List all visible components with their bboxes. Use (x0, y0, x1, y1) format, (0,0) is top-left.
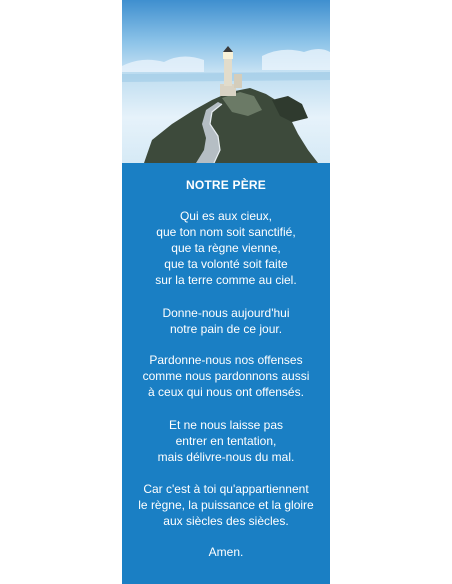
prayer-line: que ta règne vienne, (171, 241, 281, 255)
stanza-1 (122, 208, 330, 288)
prayer-line: que ta volonté soit faite (164, 257, 288, 271)
prayer-line: sur la terre comme au ciel. (155, 273, 297, 287)
stanza-2 (122, 305, 330, 337)
stanza-4 (122, 417, 330, 465)
stanza-6 (122, 544, 330, 560)
lighthouse-photo (122, 0, 330, 163)
prayer-line: que ton nom soit sanctifié, (156, 225, 296, 239)
stanza-3 (122, 352, 330, 400)
lighthouse-lantern (223, 52, 233, 59)
cloud (262, 49, 330, 70)
lighthouse-tower (224, 58, 232, 86)
prayer-line: comme nous pardonnons aussi (142, 369, 310, 383)
prayer-line: Et ne nous laisse pas (168, 418, 284, 432)
prayer-line: Donne-nous aujourd'hui (162, 306, 290, 320)
lighthouse-annex (234, 74, 242, 88)
prayer-line: mais délivre-nous du mal. (157, 450, 295, 464)
prayer-line: Car c'est à toi qu'appartiennent (143, 482, 309, 496)
prayer-line: Pardonne-nous nos offenses (149, 353, 303, 367)
prayer-line: entrer en tentation, (175, 434, 277, 448)
prayer-title: NOTRE PÈRE (185, 178, 266, 192)
prayer-line: le règne, la puissance et la gloire (138, 498, 314, 512)
prayer-line: notre pain de ce jour. (169, 322, 283, 336)
prayer-line: aux siècles des siècles. (163, 514, 289, 528)
prayer-line: Amen. (208, 545, 244, 559)
stanza-5 (122, 481, 330, 529)
prayer-line: à ceux qui nous ont offensés. (148, 385, 304, 399)
prayer-line: Qui es aux cieux, (179, 209, 273, 223)
prayer-bookmark (122, 0, 330, 584)
